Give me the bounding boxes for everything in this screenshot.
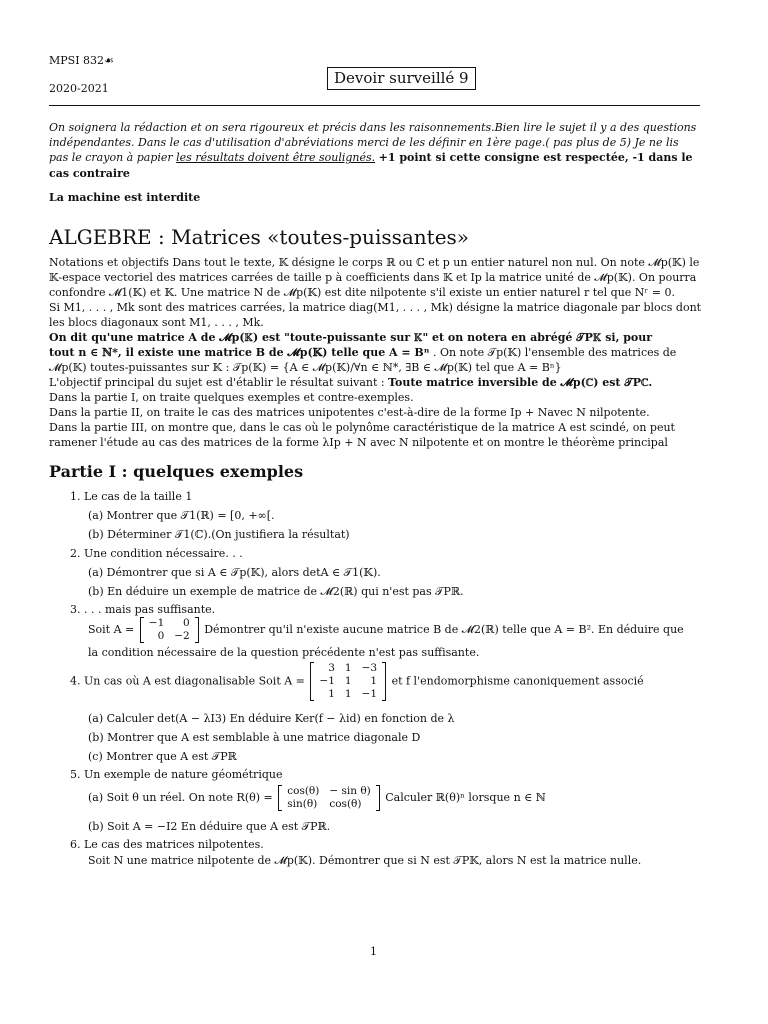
question-5a [88, 785, 546, 811]
instructions-text: On soignera la rédaction et on sera rigoureux et précis dans les raisonnements.Bien lire le sujet il y a des questions indépendantes. Dans le cas d'utilisation d'abréviations merci de les définir en 1ère page.( pas plus de 5) Je ne lis pas le crayon à papier [49, 121, 697, 165]
main-theorem: Toute matrice inversible de 𝓜p(ℂ) est 𝒯Pℂ. [388, 376, 653, 389]
question-6: 6. Le cas des matrices nilpotentes. [70, 838, 264, 851]
matrix-cell: cos(θ) [287, 785, 320, 797]
q3-text: Démontrer qu'il n'existe aucune matrice B de 𝓜2(ℝ) telle que A = B². En déduire que [204, 623, 684, 636]
matrix-cell: 0 [183, 617, 190, 629]
definition-tail: . On note 𝒯p(𝕂) l'ensemble des matrices de [429, 346, 677, 359]
school-year: 2020-2021 [49, 82, 109, 95]
q3-soit: Soit A = [88, 623, 135, 636]
question-2b: (b) En déduire un exemple de matrice de 𝓜2(ℝ) qui n'est pas 𝒯Pℝ. [88, 585, 464, 598]
definition-line-1: On dit qu'une matrice A de 𝓜p(𝕂) est "toute-puissante sur 𝕂" et on notera en abrégé 𝒯P𝕂 si, pour [49, 331, 653, 344]
question-3: 3. . . . mais pas suffisante. [70, 603, 216, 616]
instructions-bonus: +1 point si cette consigne est respectée, -1 dans le cas contraire [49, 151, 693, 180]
question-2a: (a) Démontrer que si A ∈ 𝒯p(𝕂), alors detA ∈ 𝒯1(𝕂). [88, 566, 381, 579]
matrix-cell: sin(θ) [287, 798, 318, 810]
machine-notice: La machine est interdite [49, 191, 201, 204]
matrix-rotation [278, 785, 380, 811]
matrix-q4 [310, 662, 386, 701]
question-1a: (a) Montrer que 𝒯1(ℝ) = [0, +∞[. [88, 509, 275, 522]
matrix-cell: −1 [361, 688, 378, 700]
question-4 [70, 662, 644, 701]
intro-line-2: 𝕂-espace vectoriel des matrices carrées de taille p à coefficients dans 𝕂 et Ip la matrice unité de 𝓜p(𝕂). On pourra [49, 271, 697, 284]
intro-line-5: les blocs diagonaux sont M1, . . . , Mk. [49, 316, 264, 329]
intro-line-1: Notations et objectifs Dans tout le texte, 𝕂 désigne le corps ℝ ou ℂ et p un entier naturel non nul. On note 𝓜p(𝕂) le [49, 256, 700, 269]
instructions-underlined: les résultats doivent être soulignés. [176, 151, 376, 165]
intro-line-13: ramener l'étude au cas des matrices de la forme λIp + N avec N nilpotente et on montre le théorème principal [49, 436, 668, 449]
matrix-cell: 0 [157, 630, 165, 642]
section-title: ALGEBRE : Matrices «toutes-puissantes» [49, 225, 470, 249]
question-3-line2: la condition nécessaire de la question précédente n'est pas suffisante. [88, 646, 480, 659]
intro-line-8: 𝓜p(𝕂) toutes-puissantes sur 𝕂 : 𝒯p(𝕂) = {A ∈ 𝓜p(𝕂)/∀n ∈ ℕ*, ∃B ∈ 𝓜p(𝕂) tel que A = Bⁿ} [49, 361, 562, 374]
q5a-text: (a) Soit θ un réel. On note R(θ) = [88, 791, 273, 804]
question-5: 5. Un exemple de nature géométrique [70, 768, 283, 781]
question-4a: (a) Calculer det(A − λI3) En déduire Ker(f − λid) en fonction de λ [88, 712, 455, 725]
matrix-cell: 3 [328, 662, 335, 674]
question-6-text: Soit N une matrice nilpotente de 𝓜p(𝕂). Démontrer que si N est 𝒯P𝕂, alors N est la matrice nulle. [88, 854, 642, 867]
matrix-cell: −2 [174, 630, 190, 642]
objective-text: L'objectif principal du sujet est d'établir le résultat suivant : [49, 376, 389, 389]
matrix-cell: 1 [344, 675, 352, 687]
definition-line-2 [49, 346, 676, 360]
exam-title: Devoir surveillé 9 [327, 67, 476, 90]
matrix-cell: 1 [328, 688, 335, 700]
matrix-q3 [140, 617, 199, 643]
part1-title: Partie I : quelques exemples [49, 462, 304, 481]
question-1b: (b) Déterminer 𝒯1(ℂ).(On justifiera la résultat) [88, 528, 350, 541]
matrix-cell: − sin θ) [329, 785, 371, 797]
q4-text: 4. Un cas où A est diagonalisable Soit A = [70, 674, 305, 688]
question-4b: (b) Montrer que A est semblable à une matrice diagonale D [88, 731, 421, 744]
q5a-tail: Calculer ℝ(θ)ⁿ lorsque n ∈ ℕ [385, 791, 546, 804]
intro-line-11: Dans la partie II, on traite le cas des matrices unipotentes c'est-à-dire de la forme Ip + Navec N nilpotente. [49, 406, 650, 419]
objective-line [49, 376, 652, 390]
intro-line-12: Dans la partie III, on montre que, dans le cas où le polynôme caractéristique de la matrice A est scindé, on peut [49, 421, 675, 434]
question-5b: (b) Soit A = −I2 En déduire que A est 𝒯Pℝ. [88, 820, 331, 833]
matrix-cell: 1 [344, 688, 352, 700]
instructions-block [49, 120, 701, 181]
matrix-cell: 1 [370, 675, 378, 687]
matrix-cell: 1 [344, 662, 352, 674]
q4-tail: et f l'endomorphisme canoniquement associé [391, 674, 644, 688]
header-rule [49, 105, 700, 106]
matrix-cell: −1 [148, 617, 165, 629]
question-3-statement [88, 617, 684, 643]
page-number: 1 [370, 945, 377, 958]
definition-bold: tout n ∈ ℕ*, il existe une matrice B de 𝓜p(𝕂) telle que A = Bⁿ [49, 346, 430, 359]
intro-line-4: Si M1, . . . , Mk sont des matrices carrées, la matrice diag(M1, . . . , Mk) désigne la matrice diagonale par blocs dont [49, 301, 702, 314]
matrix-cell: −1 [319, 675, 335, 687]
question-2: 2. Une condition nécessaire. . . [70, 547, 243, 560]
intro-line-10: Dans la partie I, on traite quelques exemples et contre-exemples. [49, 391, 414, 404]
class-label: MPSI 832☙ [49, 54, 114, 67]
matrix-cell: −3 [361, 662, 378, 674]
intro-line-3: confondre 𝓜1(𝕂) et 𝕂. Une matrice N de 𝓜p(𝕂) est dite nilpotente s'il existe un entier naturel r tel que Nʳ = 0. [49, 286, 675, 299]
question-4c: (c) Montrer que A est 𝒯Pℝ [88, 750, 237, 763]
question-1: 1. Le cas de la taille 1 [70, 490, 193, 503]
matrix-cell: cos(θ) [329, 798, 362, 810]
